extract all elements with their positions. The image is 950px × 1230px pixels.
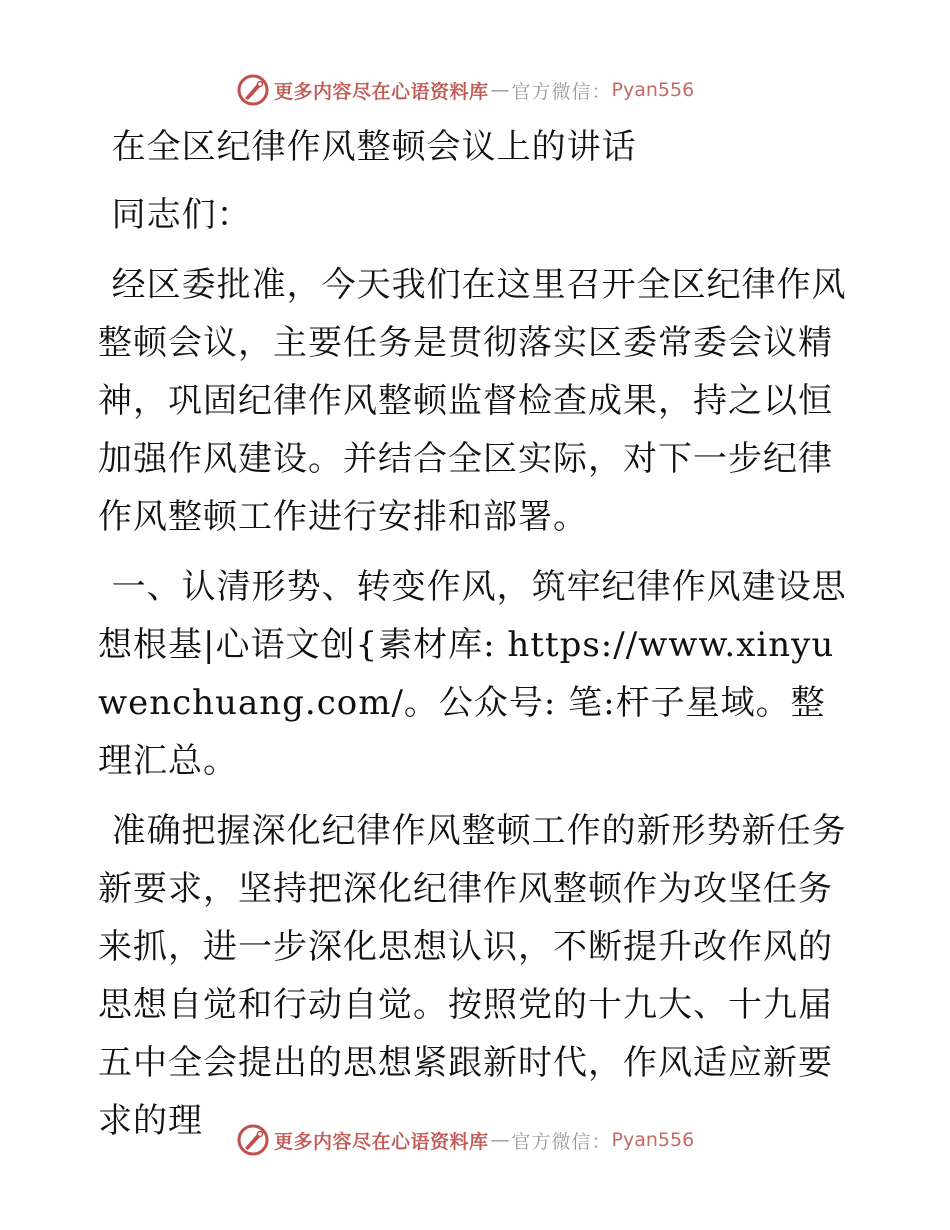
watermark-brand: 更多内容尽在心语资料库 [274, 80, 489, 103]
document-body [98, 118, 858, 1162]
footer-watermark [236, 1122, 694, 1158]
document-title: 在全区纪律作风整顿会议上的讲话 [111, 127, 637, 167]
watermark-brand: 更多内容尽在心语资料库 [274, 1130, 489, 1153]
salutation: 同志们： [111, 195, 252, 235]
pen-logo-icon [236, 1123, 270, 1157]
pen-logo-icon [236, 73, 270, 107]
watermark-wechat-id: Pyan556 [611, 79, 695, 101]
section-heading-1: 一、认清形势、转变作风，筑牢纪律作风建设思想根基|心语文创{素材库: https://www.xinyuwenchuang.com/。公众号: 笔:杆子星域。整理汇总。 [98, 567, 847, 781]
watermark-wechat-label: 官方微信： [511, 80, 612, 103]
watermark-wechat-id: Pyan556 [611, 1129, 695, 1151]
watermark-separator: — [490, 1129, 510, 1151]
watermark-wechat-label: 官方微信： [511, 1130, 612, 1153]
paragraph-intro: 经区委批准，今天我们在这里召开全区纪律作风整顿会议，主要任务是贯彻落实区委常委会议精神，巩固纪律作风整顿监督检查成果，持之以恒加强作风建设。并结合全区实际，对下一步纪律作风整顿工作进行安排和部署。 [98, 265, 847, 537]
header-watermark [236, 72, 694, 108]
watermark-separator: — [490, 79, 510, 101]
paragraph-body: 准确把握深化纪律作风整顿工作的新形势新任务新要求，坚持把深化纪律作风整顿作为攻坚任务来抓，进一步深化思想认识，不断提升改作风的思想自觉和行动自觉。按照党的十九大、十九届五中全会提出的思想紧跟新时代，作风适应新要求的理 [98, 811, 847, 1141]
